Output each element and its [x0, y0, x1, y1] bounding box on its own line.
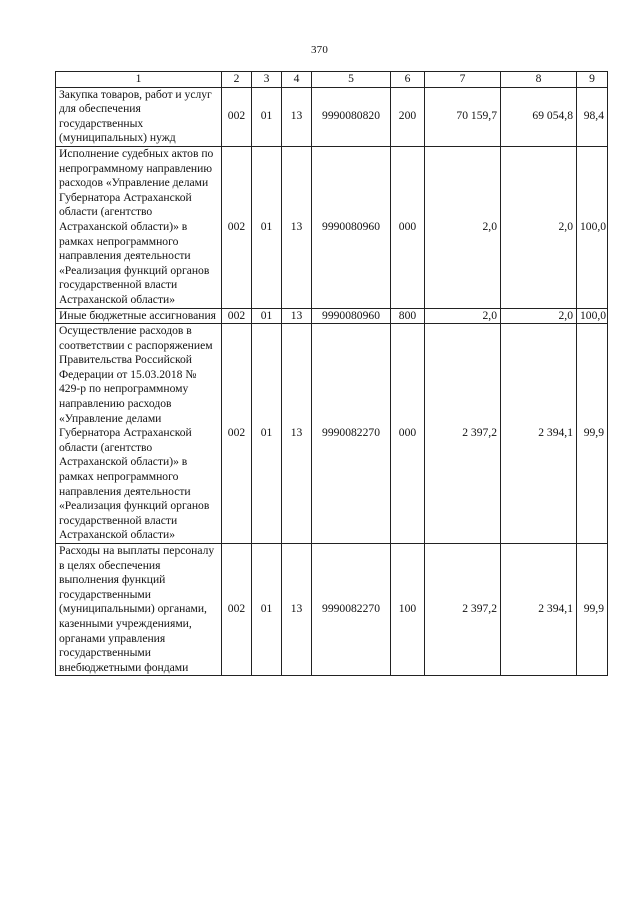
- row-name-cell: Иные бюджетные ассигнования: [56, 308, 222, 324]
- table-row: [56, 324, 608, 544]
- percent-cell: 100,0: [577, 146, 608, 308]
- header-col-1: 1: [56, 72, 222, 88]
- header-col-2: 2: [222, 72, 252, 88]
- plan-amount-cell: 2,0: [425, 146, 501, 308]
- budget-table: [55, 71, 608, 676]
- target-article-cell: 9990080960: [312, 308, 391, 324]
- section-cell: 01: [252, 324, 282, 544]
- plan-amount-cell: 70 159,7: [425, 87, 501, 146]
- header-col-9: 9: [577, 72, 608, 88]
- subsection-cell: 13: [282, 87, 312, 146]
- ved-cell: 002: [222, 87, 252, 146]
- table-header: [56, 72, 608, 88]
- ved-cell: 002: [222, 544, 252, 676]
- target-article-cell: 9990082270: [312, 324, 391, 544]
- target-article-cell: 9990082270: [312, 544, 391, 676]
- percent-cell: 99,9: [577, 544, 608, 676]
- header-col-7: 7: [425, 72, 501, 88]
- actual-amount-cell: 2 394,1: [501, 544, 577, 676]
- header-col-8: 8: [501, 72, 577, 88]
- actual-amount-cell: 69 054,8: [501, 87, 577, 146]
- plan-amount-cell: 2 397,2: [425, 324, 501, 544]
- section-cell: 01: [252, 146, 282, 308]
- section-cell: 01: [252, 544, 282, 676]
- subsection-cell: 13: [282, 308, 312, 324]
- table-row: [56, 87, 608, 146]
- target-article-cell: 9990080960: [312, 146, 391, 308]
- header-col-3: 3: [252, 72, 282, 88]
- header-col-6: 6: [391, 72, 425, 88]
- header-col-5: 5: [312, 72, 391, 88]
- percent-cell: 98,4: [577, 87, 608, 146]
- actual-amount-cell: 2 394,1: [501, 324, 577, 544]
- subsection-cell: 13: [282, 544, 312, 676]
- ved-cell: 002: [222, 324, 252, 544]
- target-article-cell: 9990080820: [312, 87, 391, 146]
- ved-cell: 002: [222, 308, 252, 324]
- row-name-cell: Исполнение судебных актов по непрограммному направлению расходов «Управление делами Губернатора Астраханской области (агентство Астраханской области)» в рамках непрограммного направления деятельности «Реализация функций органов государственной власти Астраханской области»: [56, 146, 222, 308]
- row-name-cell: Осуществление расходов в соответствии с распоряжением Правительства Российской Федерации от 15.03.2018 № 429-р по непрограммному направлению расходов «Управление делами Губернатора Астраханской области (агентство Астраханской области)» в рамках непрограммного направления деятельности «Реализация функций органов государственной власти Астраханской области»: [56, 324, 222, 544]
- table-row: [56, 308, 608, 324]
- table-body: [56, 87, 608, 676]
- actual-amount-cell: 2,0: [501, 146, 577, 308]
- expense-type-cell: 100: [391, 544, 425, 676]
- subsection-cell: 13: [282, 324, 312, 544]
- section-cell: 01: [252, 308, 282, 324]
- row-name-cell: Расходы на выплаты персоналу в целях обеспечения выполнения функций государственными (муниципальными) органами, казенными учреждениями, органами управления государственными внебюджетными фондами: [56, 544, 222, 676]
- ved-cell: 002: [222, 146, 252, 308]
- header-col-4: 4: [282, 72, 312, 88]
- row-name-cell: Закупка товаров, работ и услуг для обеспечения государственных (муниципальных) нужд: [56, 87, 222, 146]
- percent-cell: 99,9: [577, 324, 608, 544]
- plan-amount-cell: 2 397,2: [425, 544, 501, 676]
- subsection-cell: 13: [282, 146, 312, 308]
- expense-type-cell: 200: [391, 87, 425, 146]
- expense-type-cell: 000: [391, 146, 425, 308]
- expense-type-cell: 000: [391, 324, 425, 544]
- section-cell: 01: [252, 87, 282, 146]
- table-row: [56, 146, 608, 308]
- percent-cell: 100,0: [577, 308, 608, 324]
- plan-amount-cell: 2,0: [425, 308, 501, 324]
- expense-type-cell: 800: [391, 308, 425, 324]
- table-row: [56, 544, 608, 676]
- page-number: 370: [310, 44, 329, 56]
- actual-amount-cell: 2,0: [501, 308, 577, 324]
- header-row: [56, 72, 608, 88]
